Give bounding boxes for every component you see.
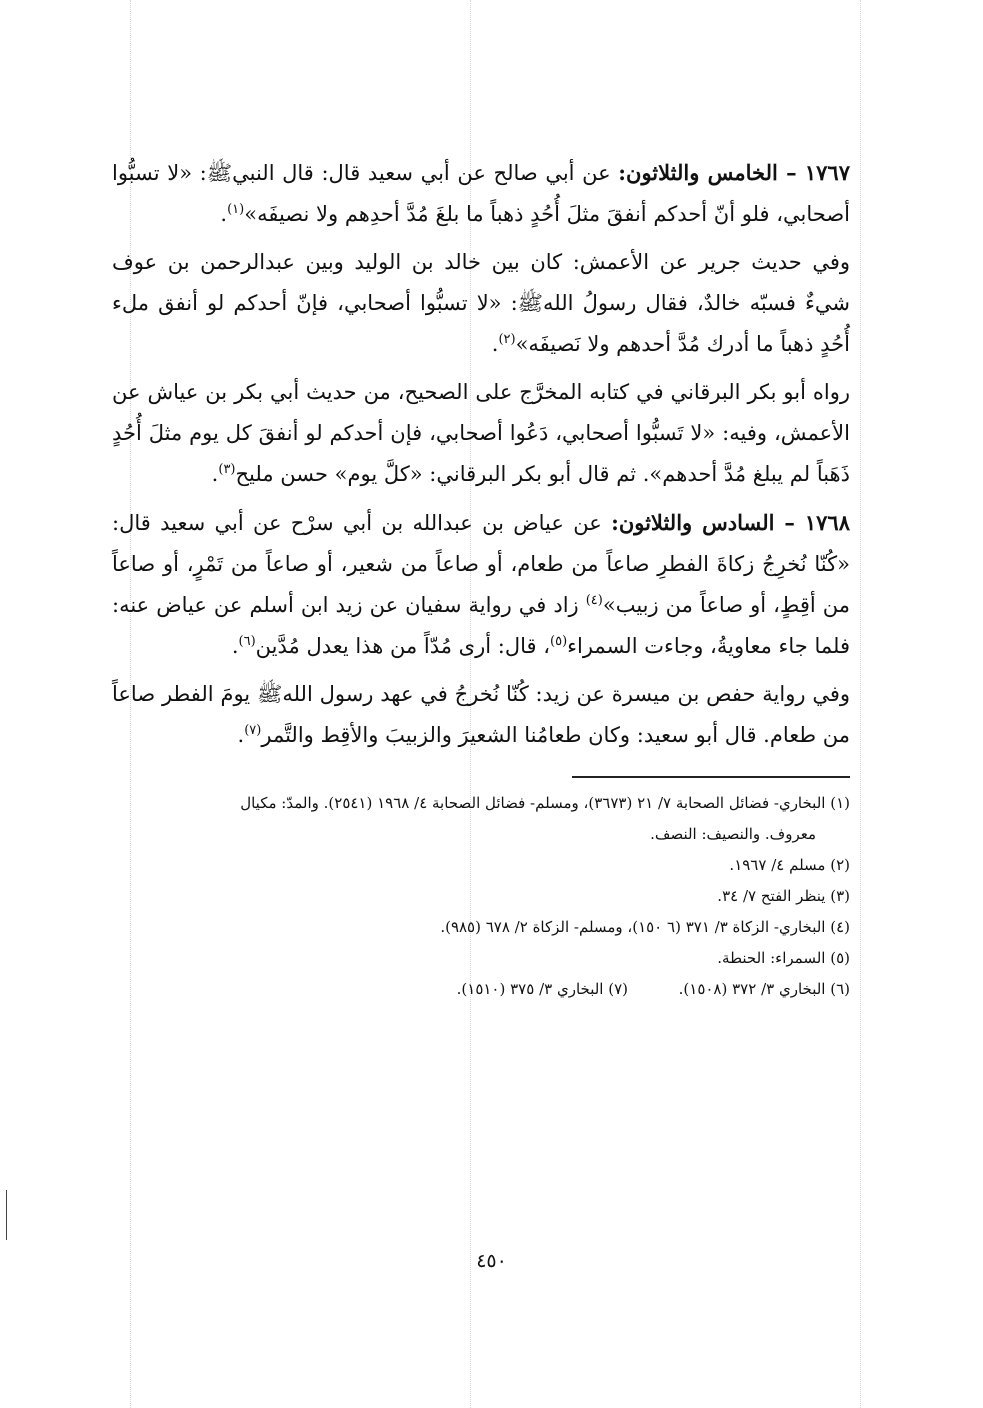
sentence-end: .: [231, 634, 239, 658]
footnotes: [112, 788, 850, 1005]
book-page-body: [112, 152, 850, 1005]
paragraph-barqani: [112, 372, 850, 495]
footnote-ref[interactable]: (٣): [218, 462, 236, 477]
hadith-text: عن عياض بن عبدالله بن أبي سرْح عن أبي سعيد قال: «كُنّا نُخرِجُ زكاةَ الفطرِ صاعاً من طعام، أو صاعاً من شعير، أو صاعاً من تَمْرٍ، أو صاعاً من أقِطٍ، أو صاعاً من زبيب»: [112, 511, 850, 617]
hadith-heading: السادس والثلاثون:: [611, 510, 775, 535]
hadith-heading: الخامس والثلاثون:: [618, 160, 778, 185]
sentence-end: .: [211, 462, 219, 486]
hadith-number: ١٧٦٧ –: [777, 160, 850, 185]
footnote-1: (١) البخاري- فضائل الصحابة ٧/ ٢١ (٣٦٧٣)، ومسلم- فضائل الصحابة ٤/ ١٩٦٨ (٢٥٤١). والمدّ: مكيال: [240, 794, 850, 812]
scan-edge-mark: [6, 1190, 7, 1240]
footnote-ref[interactable]: (٦): [238, 634, 256, 649]
page-number: ٤٥٠: [476, 1250, 507, 1272]
paragraph-text: وفي رواية حفص بن ميسرة عن زيد: كُنّا نُخرجُ في عهد رسول اللهﷺ يومَ الفطر صاعاً من طعام. قال أبو سعيد: وكان طعامُنا الشعيرَ والزبيبَ والأقِط والتَّمر: [112, 682, 850, 747]
footnote-separator: [572, 776, 850, 778]
footnote-row-6-7: [112, 974, 850, 1005]
hadith-1767: [112, 152, 850, 235]
paragraph-hafs: [112, 674, 850, 756]
sentence-end: .: [237, 723, 245, 747]
hadith-text: عن أبي صالح عن أبي سعيد قال: قال النبيﷺ: «لا تسبُّوا أصحابي، فلو أنّ أحدكم أنفقَ مثلَ أُحُدٍ ذهباً ما بلغَ مُدَّ أحدِهم ولا نصيفَه»: [112, 161, 850, 226]
paragraph-jarir: [112, 242, 850, 365]
footnote-2: (٢) مسلم ٤/ ١٩٦٧.: [729, 856, 850, 874]
footnote-7: (٧) البخاري ٣/ ٣٧٥ (١٥١٠).: [456, 980, 628, 998]
scan-guide-line: [860, 0, 861, 1408]
hadith-number: ١٧٦٨ –: [774, 510, 850, 535]
footnote-6: (٦) البخاري ٣/ ٣٧٢ (١٥٠٨).: [678, 980, 850, 998]
footnote-ref[interactable]: (٥): [550, 634, 568, 649]
footnote-3: (٣) ينظر الفتح ٧/ ٣٤.: [717, 887, 850, 905]
footnote-4: (٤) البخاري- الزكاة ٣/ ٣٧١ (٦ ١٥٠)، ومسلم- الزكاة ٢/ ٦٧٨ (٩٨٥).: [440, 918, 850, 936]
hadith-1768: [112, 502, 850, 667]
hadith-text-cont: زاد في رواية سفيان عن زيد ابن أسلم عن عياض عنه: فلما جاء معاويةُ، وجاءت السمراء: [112, 593, 850, 658]
footnote-ref[interactable]: (٢): [498, 332, 516, 347]
footnote-ref[interactable]: (١): [227, 202, 245, 217]
footnote-ref[interactable]: (٧): [244, 723, 262, 738]
sentence-end: .: [491, 332, 499, 356]
sentence-end: .: [220, 202, 228, 226]
footnote-5: (٥) السمراء: الحنطة.: [717, 949, 850, 967]
paragraph-text: وفي حديث جرير عن الأعمش: كان بين خالد بن الوليد وبين عبدالرحمن بن عوف شيءٌ فسبّه خالدٌ، فقال رسولُ اللهﷺ: «لا تسبُّوا أصحابي، فإنّ أحدكم لو أنفق ملء أُحُدٍ ذهباً ما أدرك مُدَّ أحدهم ولا نَصيفَه»: [112, 250, 850, 356]
footnote-ref[interactable]: (٤): [585, 593, 603, 608]
hadith-text-cont: ، قال: أرى مُدّاً من هذا يعدل مُدَّين: [255, 634, 550, 658]
paragraph-text: رواه أبو بكر البرقاني في كتابه المخرَّج على الصحيح، من حديث أبي بكر بن عياش عن الأعمش، وفيه: «لا تَسبُّوا أصحابي، دَعُوا أصحابي، فإن أحدكم لو أنفقَ كل يوم مثلَ أُحُدٍ ذَهَباً لم يبلغ مُدَّ أحدهم». ثم قال أبو بكر البرقاني: «كلَّ يوم» حسن مليح: [112, 380, 850, 486]
footnote-1-continued: معروف. والنصيف: النصف.: [650, 825, 816, 843]
